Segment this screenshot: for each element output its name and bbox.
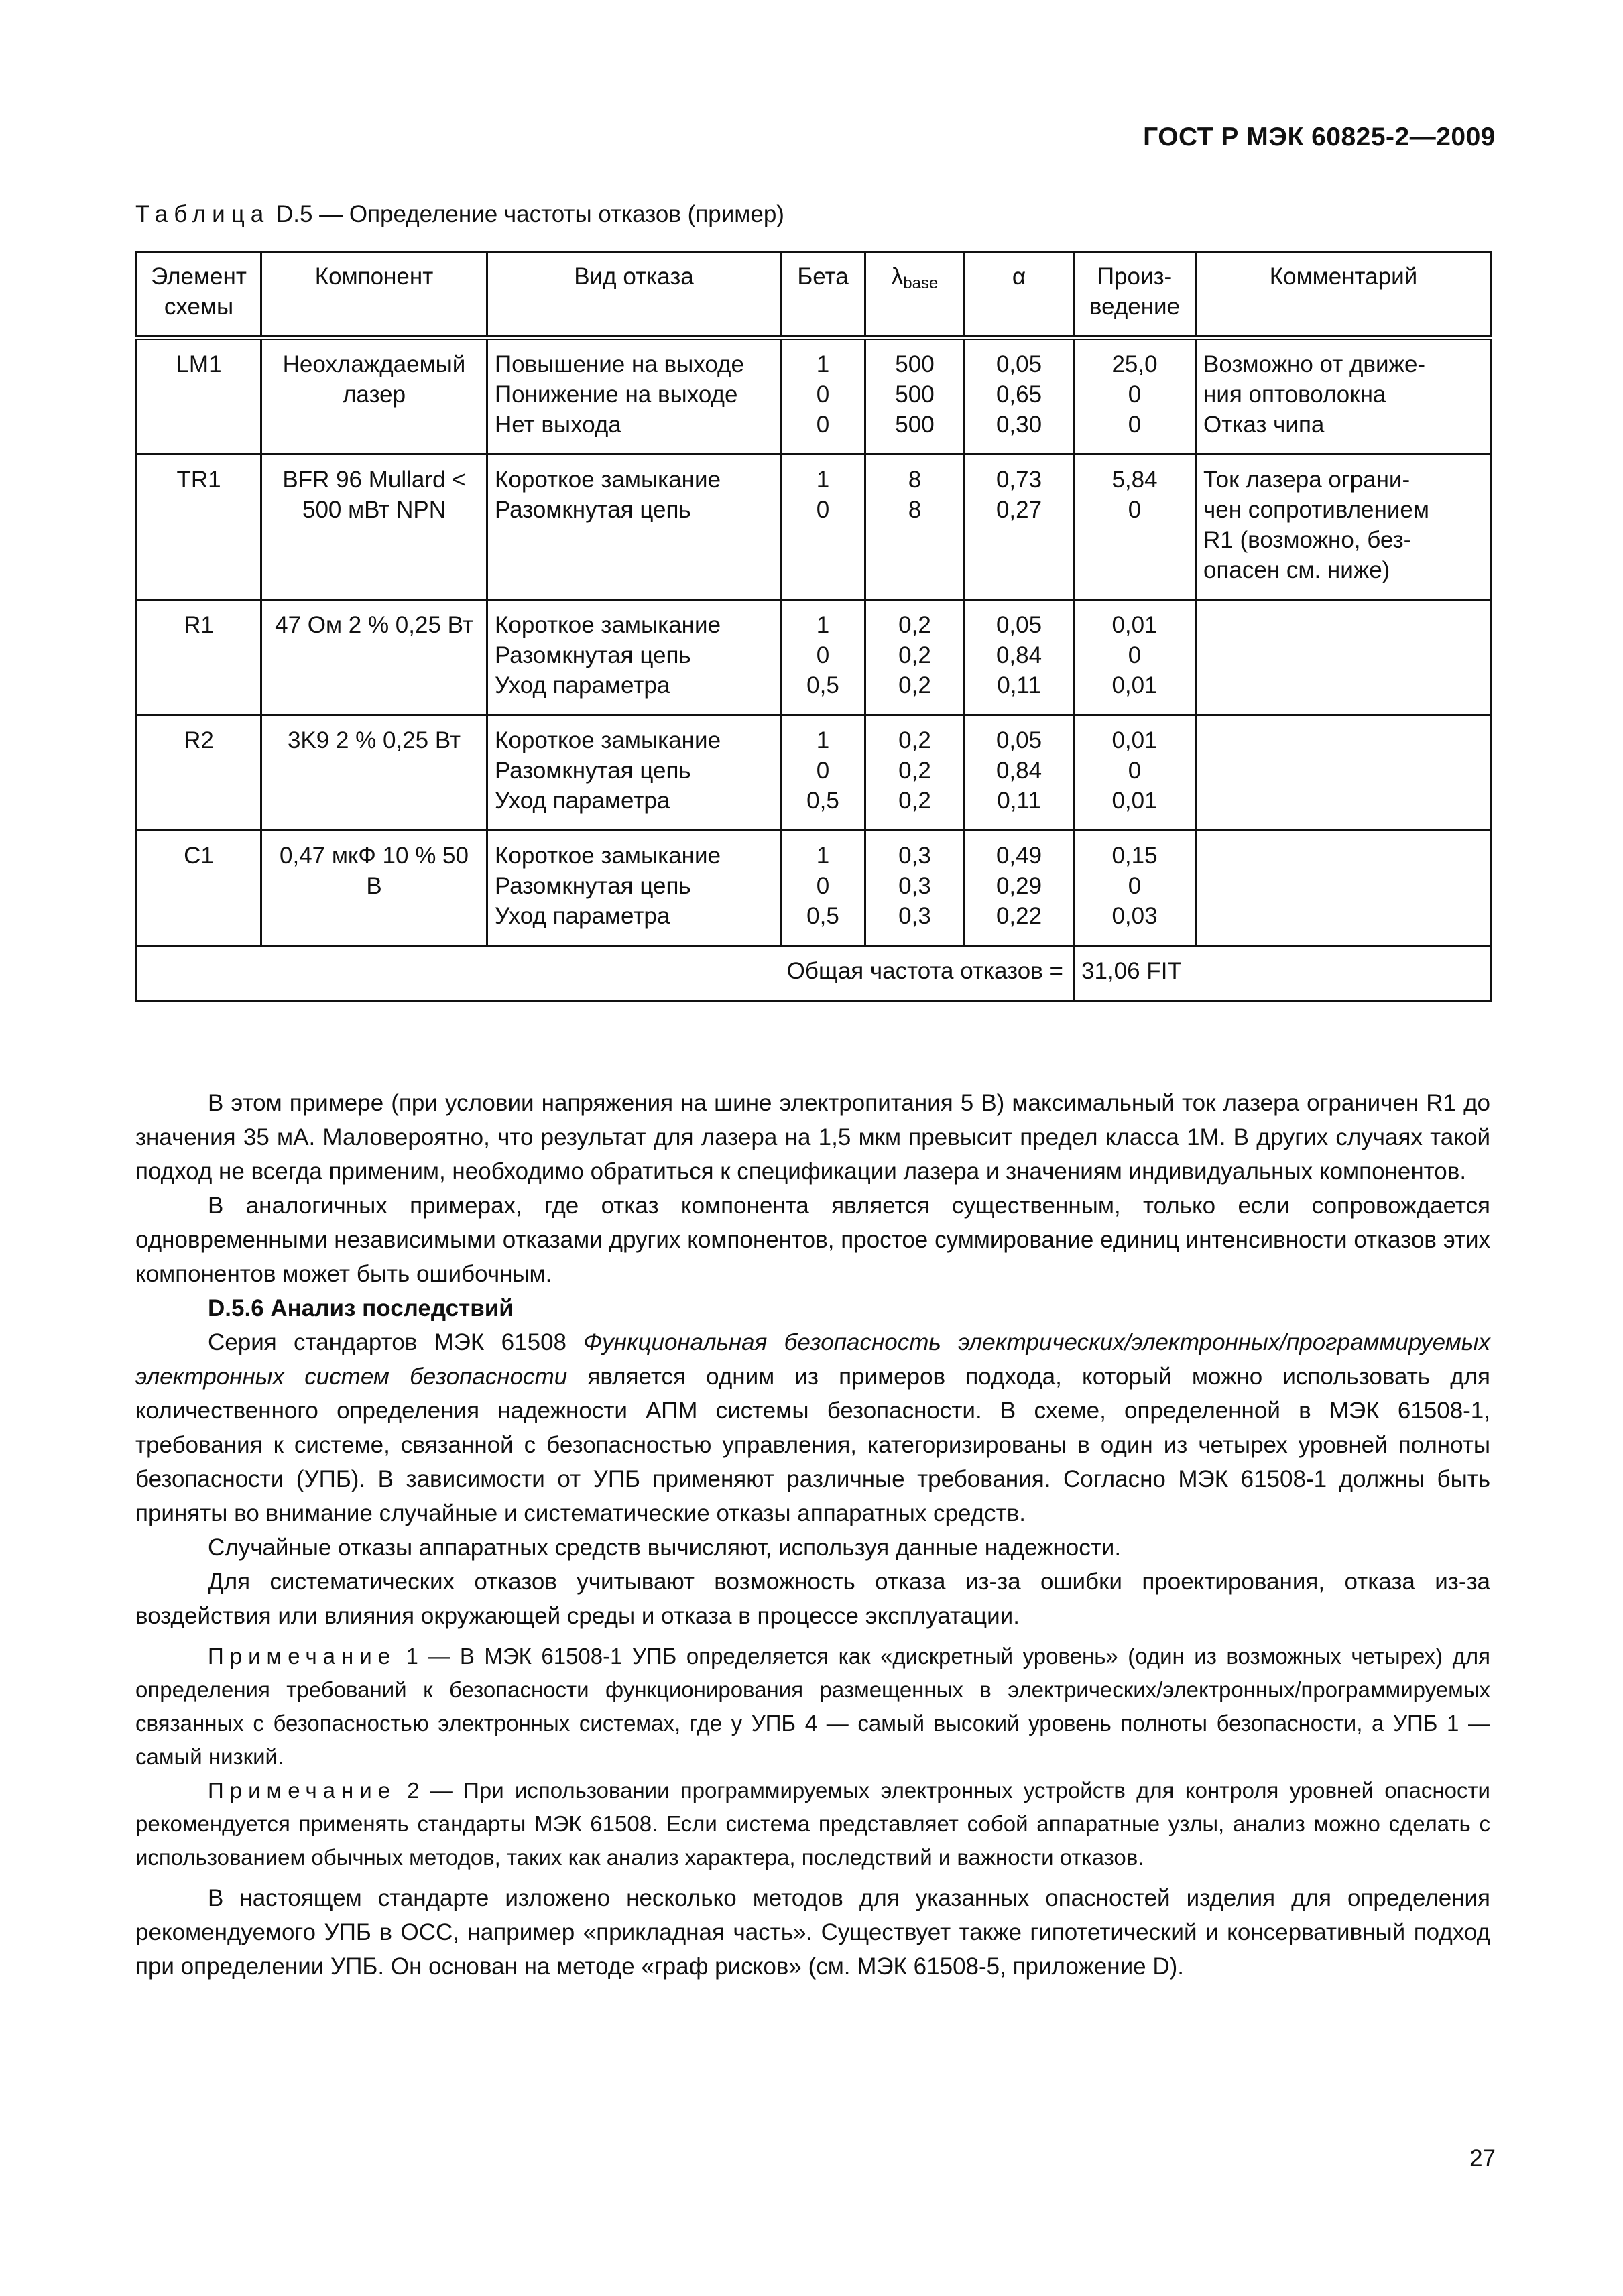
table-caption bbox=[135, 201, 784, 228]
cell-failure-mode-line: Уход параметра bbox=[495, 672, 670, 699]
section-heading: D.5.6 Анализ последствий bbox=[208, 1295, 514, 1321]
cell-lambda-line: 0,2 bbox=[898, 727, 931, 753]
cell-component: Неохлаждаемый лазер bbox=[261, 338, 487, 455]
cell-component: 3K9 2 % 0,25 Вт bbox=[261, 715, 487, 831]
cell-comment-line: чен сопротивлением bbox=[1203, 497, 1429, 523]
cell-lambda bbox=[865, 831, 965, 946]
paragraph-4: Случайные отказы аппаратных средств вычисляют, используя данные надежности. bbox=[208, 1534, 1122, 1561]
note-2-label: Примечание bbox=[208, 1778, 397, 1803]
table-total-row bbox=[137, 946, 1492, 1001]
cell-beta bbox=[781, 600, 865, 715]
cell-component: 0,47 мкФ 10 % 50 В bbox=[261, 831, 487, 946]
cell-product-line: 5,84 bbox=[1111, 467, 1158, 493]
cell-element: TR1 bbox=[137, 455, 261, 600]
cell-beta-line: 0 bbox=[816, 642, 830, 668]
cell-lambda-line: 500 bbox=[895, 412, 935, 438]
cell-lambda-line: 500 bbox=[895, 381, 935, 408]
cell-component: BFR 96 Mullard < 500 мВт NPN bbox=[261, 455, 487, 600]
cell-beta-line: 0 bbox=[816, 381, 830, 408]
total-value: 31,06 FIT bbox=[1074, 946, 1492, 1001]
cell-comment-line: ния оптоволокна bbox=[1203, 381, 1386, 408]
cell-element: LM1 bbox=[137, 338, 261, 455]
cell-failure-mode bbox=[487, 715, 781, 831]
cell-product bbox=[1074, 455, 1196, 600]
cell-alpha-line: 0,49 bbox=[996, 843, 1042, 869]
cell-product-line: 0 bbox=[1128, 873, 1142, 899]
cell-failure-mode-line: Уход параметра bbox=[495, 903, 670, 929]
cell-beta bbox=[781, 455, 865, 600]
cell-alpha-line: 0,27 bbox=[996, 497, 1042, 523]
cell-product-line: 0 bbox=[1128, 642, 1142, 668]
lambda-symbol: λ bbox=[891, 263, 904, 290]
note-1-label: Примечание bbox=[208, 1644, 397, 1669]
paragraph-5: Для систематических отказов учитывают возможность отказа из-за ошибки проектирования, отказа из-за воздействия или влияния окружающей среды и отказа в процессе эксплуатации. bbox=[135, 1569, 1490, 1629]
cell-alpha-line: 0,11 bbox=[997, 672, 1041, 699]
col-header-comment: Комментарий bbox=[1196, 253, 1492, 338]
cell-lambda bbox=[865, 715, 965, 831]
cell-failure-mode-line: Короткое замыкание bbox=[495, 612, 721, 638]
cell-comment bbox=[1196, 338, 1492, 455]
table-row bbox=[137, 715, 1492, 831]
cell-comment-line: опасен см. ниже) bbox=[1203, 557, 1390, 583]
cell-beta-line: 0 bbox=[816, 758, 830, 784]
cell-alpha-line: 0,29 bbox=[996, 873, 1042, 899]
cell-product bbox=[1074, 715, 1196, 831]
table-body bbox=[137, 338, 1492, 1001]
cell-element: C1 bbox=[137, 831, 261, 946]
cell-comment-line: Отказ чипа bbox=[1203, 412, 1325, 438]
cell-beta-line: 0 bbox=[816, 497, 830, 523]
table-row bbox=[137, 831, 1492, 946]
cell-beta-line: 1 bbox=[816, 351, 830, 377]
cell-beta-line: 0 bbox=[816, 873, 830, 899]
cell-product bbox=[1074, 338, 1196, 455]
col-header-lambda bbox=[865, 253, 965, 338]
document-code: ГОСТ Р МЭК 60825-2—2009 bbox=[1143, 123, 1496, 152]
cell-failure-mode-line: Разомкнутая цепь bbox=[495, 642, 691, 668]
table-header-row bbox=[137, 253, 1492, 338]
cell-alpha bbox=[965, 831, 1074, 946]
cell-product-line: 0,01 bbox=[1111, 727, 1158, 753]
cell-beta bbox=[781, 338, 865, 455]
cell-alpha-line: 0,73 bbox=[996, 467, 1042, 493]
col-header-element: Элемент схемы bbox=[137, 253, 261, 338]
cell-alpha-line: 0,30 bbox=[996, 412, 1042, 438]
cell-failure-mode bbox=[487, 455, 781, 600]
lambda-subscript: base bbox=[903, 274, 939, 292]
paragraph-2: В аналогичных примерах, где отказ компонента является существенным, только если сопровождается одновременными независимыми отказами других компонентов, простое суммирование единиц интенсивности отказов этих компонентов может быть ошибочным. bbox=[135, 1193, 1490, 1287]
cell-comment bbox=[1196, 831, 1492, 946]
cell-lambda-line: 0,2 bbox=[898, 788, 931, 814]
table-row bbox=[137, 455, 1492, 600]
cell-lambda-line: 0,2 bbox=[898, 758, 931, 784]
cell-beta-line: 1 bbox=[816, 612, 830, 638]
col-header-beta: Бета bbox=[781, 253, 865, 338]
note-2 bbox=[135, 1774, 1490, 1874]
cell-comment-line: R1 (возможно, без- bbox=[1203, 527, 1412, 553]
cell-element: R1 bbox=[137, 600, 261, 715]
cell-failure-mode-line: Уход параметра bbox=[495, 788, 670, 814]
cell-alpha bbox=[965, 338, 1074, 455]
cell-lambda-line: 0,2 bbox=[898, 612, 931, 638]
note-1 bbox=[135, 1640, 1490, 1774]
cell-lambda-line: 8 bbox=[908, 467, 922, 493]
col-header-component: Компонент bbox=[261, 253, 487, 338]
cell-alpha bbox=[965, 455, 1074, 600]
cell-comment bbox=[1196, 715, 1492, 831]
cell-failure-mode-line: Короткое замыкание bbox=[495, 727, 721, 753]
cell-product-line: 0,01 bbox=[1111, 788, 1158, 814]
cell-failure-mode-line: Разомкнутая цепь bbox=[495, 873, 691, 899]
cell-failure-mode bbox=[487, 600, 781, 715]
cell-product-line: 0,03 bbox=[1111, 903, 1158, 929]
cell-lambda-line: 500 bbox=[895, 351, 935, 377]
cell-beta bbox=[781, 715, 865, 831]
cell-comment-line: Ток лазера ограни- bbox=[1203, 467, 1410, 493]
paragraph-3-title: Функциональная безопасность электрических/электронных/программируемых электронных систем безопасности bbox=[135, 1329, 1490, 1390]
page-number: 27 bbox=[1469, 2145, 1496, 2171]
cell-comment bbox=[1196, 600, 1492, 715]
cell-product bbox=[1074, 600, 1196, 715]
cell-beta-line: 0 bbox=[816, 412, 830, 438]
table-row bbox=[137, 338, 1492, 455]
cell-beta bbox=[781, 831, 865, 946]
paragraph-1: В этом примере (при условии напряжения на шине электропитания 5 В) максимальный ток лазера ограничен R1 до значения 35 мА. Маловероятно, что результат для лазера на 1,5 мкм превысит предел класса 1М. В других случаях такой подход не всегда применим, необходимо обратиться к спецификации лазера и значениям индивидуальных компонентов. bbox=[135, 1090, 1490, 1185]
cell-product-line: 0 bbox=[1128, 758, 1142, 784]
table-row bbox=[137, 600, 1492, 715]
paragraph-3-start: Серия стандартов МЭК 61508 bbox=[208, 1329, 584, 1355]
cell-beta-line: 0,5 bbox=[806, 788, 839, 814]
cell-alpha-line: 0,05 bbox=[996, 612, 1042, 638]
cell-alpha-line: 0,84 bbox=[996, 642, 1042, 668]
cell-component: 47 Ом 2 % 0,25 Вт bbox=[261, 600, 487, 715]
cell-lambda-line: 0,3 bbox=[898, 843, 931, 869]
cell-beta-line: 1 bbox=[816, 843, 830, 869]
cell-lambda-line: 0,2 bbox=[898, 672, 931, 699]
cell-lambda bbox=[865, 455, 965, 600]
cell-lambda-line: 8 bbox=[908, 497, 922, 523]
cell-product bbox=[1074, 831, 1196, 946]
paragraph-6: В настоящем стандарте изложено несколько методов для указанных опасностей изделия для определения рекомендуемого УПБ в ОСС, например «прикладная часть». Существует также гипотетический и консервативный подход при определении УПБ. Он основан на методе «граф рисков» (см. МЭК 61508-5, приложение D). bbox=[135, 1885, 1490, 1980]
cell-alpha-line: 0,05 bbox=[996, 351, 1042, 377]
note-1-text: 1 — В МЭК 61508-1 УПБ определяется как «дискретный уровень» (один из возможных четырех) для определения требований к безопасности функционирования размещенных в электрических/электронных/программируемых связанных с безопасностью электронных системах, где у УПБ 4 — самый высокий уровень полноты безопасности, а УПБ 1 — самый низкий. bbox=[135, 1644, 1490, 1769]
cell-failure-mode-line: Нет выхода bbox=[495, 412, 621, 438]
cell-failure-mode-line: Короткое замыкание bbox=[495, 467, 721, 493]
cell-failure-mode-line: Разомкнутая цепь bbox=[495, 497, 691, 523]
cell-alpha-line: 0,22 bbox=[996, 903, 1042, 929]
cell-lambda-line: 0,3 bbox=[898, 903, 931, 929]
cell-lambda bbox=[865, 338, 965, 455]
cell-beta-line: 0,5 bbox=[806, 903, 839, 929]
cell-beta-line: 1 bbox=[816, 727, 830, 753]
cell-product-line: 0 bbox=[1128, 381, 1142, 408]
cell-alpha-line: 0,05 bbox=[996, 727, 1042, 753]
cell-alpha-line: 0,11 bbox=[997, 788, 1041, 814]
cell-element: R2 bbox=[137, 715, 261, 831]
cell-comment bbox=[1196, 455, 1492, 600]
col-header-failure-mode: Вид отказа bbox=[487, 253, 781, 338]
cell-lambda bbox=[865, 600, 965, 715]
paragraph-3 bbox=[135, 1325, 1490, 1530]
total-label: Общая частота отказов = bbox=[137, 946, 1074, 1001]
col-header-product: Произ-ведение bbox=[1074, 253, 1196, 338]
cell-alpha bbox=[965, 600, 1074, 715]
cell-failure-mode bbox=[487, 338, 781, 455]
cell-product-line: 0 bbox=[1128, 497, 1142, 523]
cell-alpha-line: 0,65 bbox=[996, 381, 1042, 408]
cell-product-line: 0 bbox=[1128, 412, 1142, 438]
cell-beta-line: 0,5 bbox=[806, 672, 839, 699]
cell-comment-line: Возможно от движе- bbox=[1203, 351, 1426, 377]
cell-alpha bbox=[965, 715, 1074, 831]
cell-failure-mode-line: Понижение на выходе bbox=[495, 381, 738, 408]
col-header-alpha: α bbox=[965, 253, 1074, 338]
cell-failure-mode bbox=[487, 831, 781, 946]
failure-rate-table bbox=[135, 251, 1490, 1002]
cell-product-line: 25,0 bbox=[1111, 351, 1158, 377]
body-text bbox=[135, 1086, 1490, 1984]
cell-product-line: 0,01 bbox=[1111, 672, 1158, 699]
cell-product-line: 0,15 bbox=[1111, 843, 1158, 869]
table bbox=[135, 251, 1492, 1002]
cell-failure-mode-line: Короткое замыкание bbox=[495, 843, 721, 869]
cell-lambda-line: 0,2 bbox=[898, 642, 931, 668]
cell-alpha-line: 0,84 bbox=[996, 758, 1042, 784]
paragraph-3-end: является одним из примеров подхода, который можно использовать для количественного определения надежности АПМ системы безопасности. В схеме, определенной в МЭК 61508-1, требования к системе, связанной с безопасностью управления, категоризированы в один из четырех уровней полноты безопасности (УПБ). В зависимости от УПБ применяют различные требования. Согласно МЭК 61508-1 должны быть приняты во внимание случайные и систематические отказы аппаратных средств. bbox=[135, 1364, 1490, 1526]
cell-failure-mode-line: Разомкнутая цепь bbox=[495, 758, 691, 784]
cell-beta-line: 1 bbox=[816, 467, 830, 493]
table-caption-text: D.5 — Определение частоты отказов (пример) bbox=[276, 201, 784, 227]
note-2-text: 2 — При использовании программируемых электронных устройств для контроля уровней опасности рекомендуется применять стандарты МЭК 61508. Если система представляет собой аппаратные узлы, анализ можно сделать с использованием обычных методов, таких как анализ характера, последствий и важности отказов. bbox=[135, 1778, 1490, 1870]
cell-failure-mode-line: Повышение на выходе bbox=[495, 351, 744, 377]
table-caption-prefix: Таблица bbox=[135, 201, 270, 227]
cell-lambda-line: 0,3 bbox=[898, 873, 931, 899]
cell-product-line: 0,01 bbox=[1111, 612, 1158, 638]
